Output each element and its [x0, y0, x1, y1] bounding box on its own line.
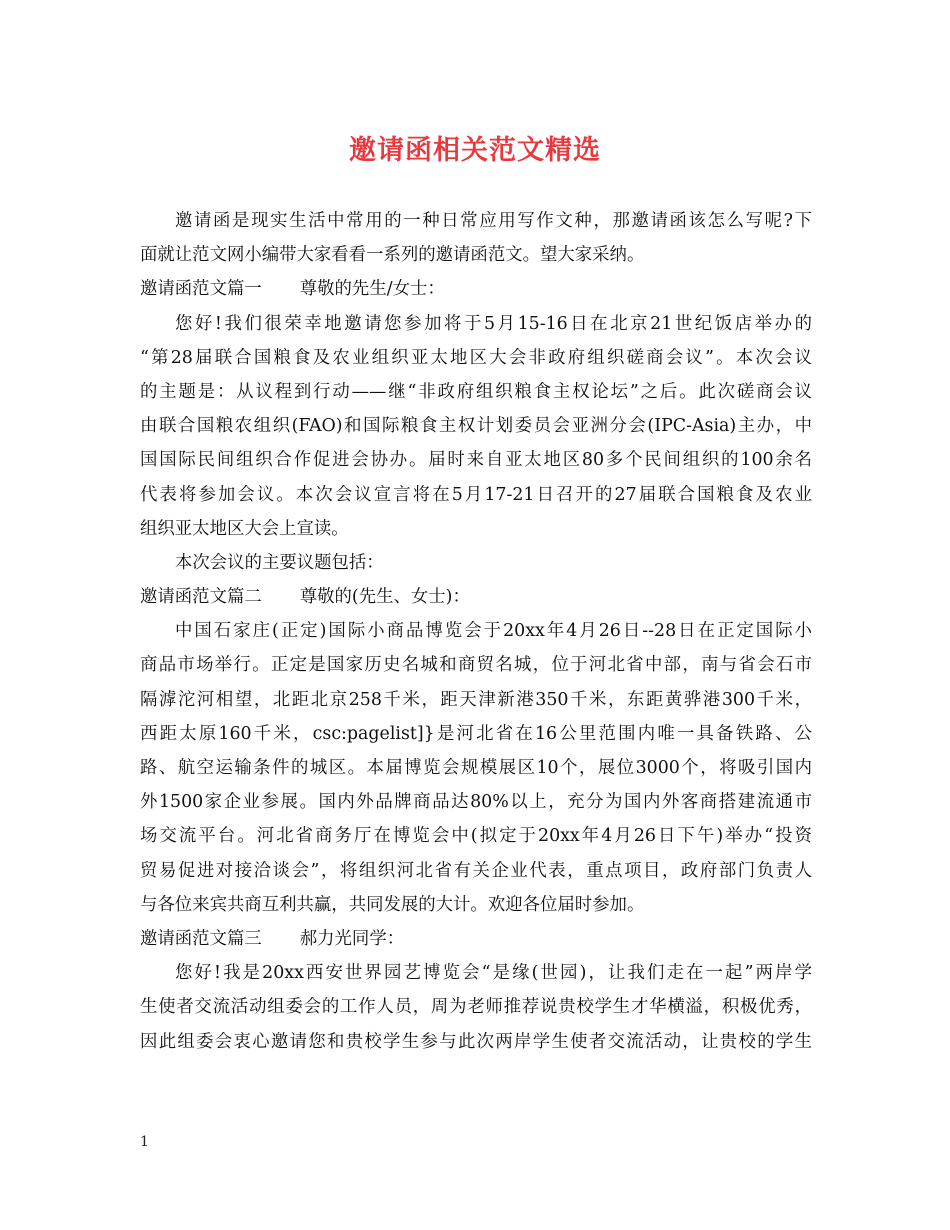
paragraph-line: 代表将参加会议。本次会议宣言将在5月17-21日召开的27届联合国粮食及农业 — [140, 484, 812, 505]
salutation: 尊敬的先生/女士： — [299, 279, 445, 300]
paragraph-line: 场交流平台。河北省商务厅在博览会中(拟定于20xx年4月26日下午)举办“投资 — [140, 826, 812, 847]
paragraph-line: 西距太原160千米，csc:pagelist]}是河北省在16公里范围内唯一具备铁路、公 — [140, 723, 812, 744]
paragraph-line: 贸易促进对接洽谈会”，将组织河北省有关企业代表，重点项目，政府部门负责人 — [140, 860, 812, 881]
paragraph-line: 您好!我们很荣幸地邀请您参加将于5月15-16日在北京21世纪饭店举办的 — [175, 313, 812, 334]
paragraph-line: 由联合国粮农组织(FAO)和国际粮食主权计划委员会亚洲分会(IPC-Asia)主办，中 — [140, 416, 812, 437]
section-heading: 邀请函范文篇一 — [140, 279, 262, 300]
paragraph-line: 外1500家企业参展。国内外品牌商品达80%以上，充分为国内外客商搭建流通市 — [140, 792, 812, 813]
document-body — [140, 204, 812, 1059]
page-number: 1 — [140, 1134, 149, 1150]
paragraph-line: “第28届联合国粮食及农业组织亚太地区大会非政府组织磋商会议”。本次会议 — [140, 347, 812, 368]
section-heading-row — [140, 272, 812, 306]
intro-line: 邀请函是现实生活中常用的一种日常应用写作文种，那邀请函该怎么写呢?下 — [175, 211, 812, 231]
paragraph-line: 路、航空运输条件的城区。本届博览会规模展区10个，展位3000个，将吸引国内 — [140, 758, 812, 778]
paragraph-line: 的主题是：从议程到行动——继“非政府组织粮食主权论坛”之后。此次磋商会议 — [140, 381, 812, 402]
section-heading-row — [140, 922, 812, 956]
paragraph-line: 隔滹沱河相望，北距北京258千米，距天津新港350千米，东距黄骅港300千米， — [140, 689, 812, 710]
section-heading-row — [140, 580, 812, 614]
paragraph-line: 您好!我是20xx西安世界园艺博览会“是缘(世园)，让我们走在一起”两岸学 — [175, 963, 812, 984]
section-heading: 邀请函范文篇三 — [140, 928, 262, 949]
paragraph-line: 国国际民间组织合作促进会协办。届时来自亚太地区80多个民间组织的100余名 — [140, 450, 812, 471]
section-heading: 邀请函范文篇二 — [140, 587, 262, 608]
paragraph-line: 本次会议的主要议题包括： — [175, 552, 384, 573]
intro-line: 面就让范文网小编带大家看看一系列的邀请函范文。望大家采纳。 — [140, 245, 645, 266]
paragraph-line: 生使者交流活动组委会的工作人员，周为老师推荐说贵校学生才华横溢，积极优秀， — [140, 997, 812, 1018]
paragraph-line: 因此组委会衷心邀请您和贵校学生参与此次两岸学生使者交流活动，让贵校的学生 — [140, 1031, 812, 1052]
document-title: 邀请函相关范文精选 — [349, 135, 601, 166]
paragraph-line: 组织亚太地区大会上宣读。 — [140, 518, 349, 539]
salutation: 尊敬的(先生、女士)： — [299, 587, 470, 608]
salutation: 郝力光同学： — [299, 928, 405, 949]
paragraph-line: 商品市场举行。正定是国家历史名城和商贸名城，位于河北省中部，南与省会石市 — [140, 655, 812, 676]
paragraph-line: 中国石家庄(正定)国际小商品博览会于20xx年4月26日--28日在正定国际小 — [175, 621, 812, 642]
paragraph-line: 与各位来宾共商互利共赢，共同发展的大计。欢迎各位届时参加。 — [140, 894, 645, 915]
